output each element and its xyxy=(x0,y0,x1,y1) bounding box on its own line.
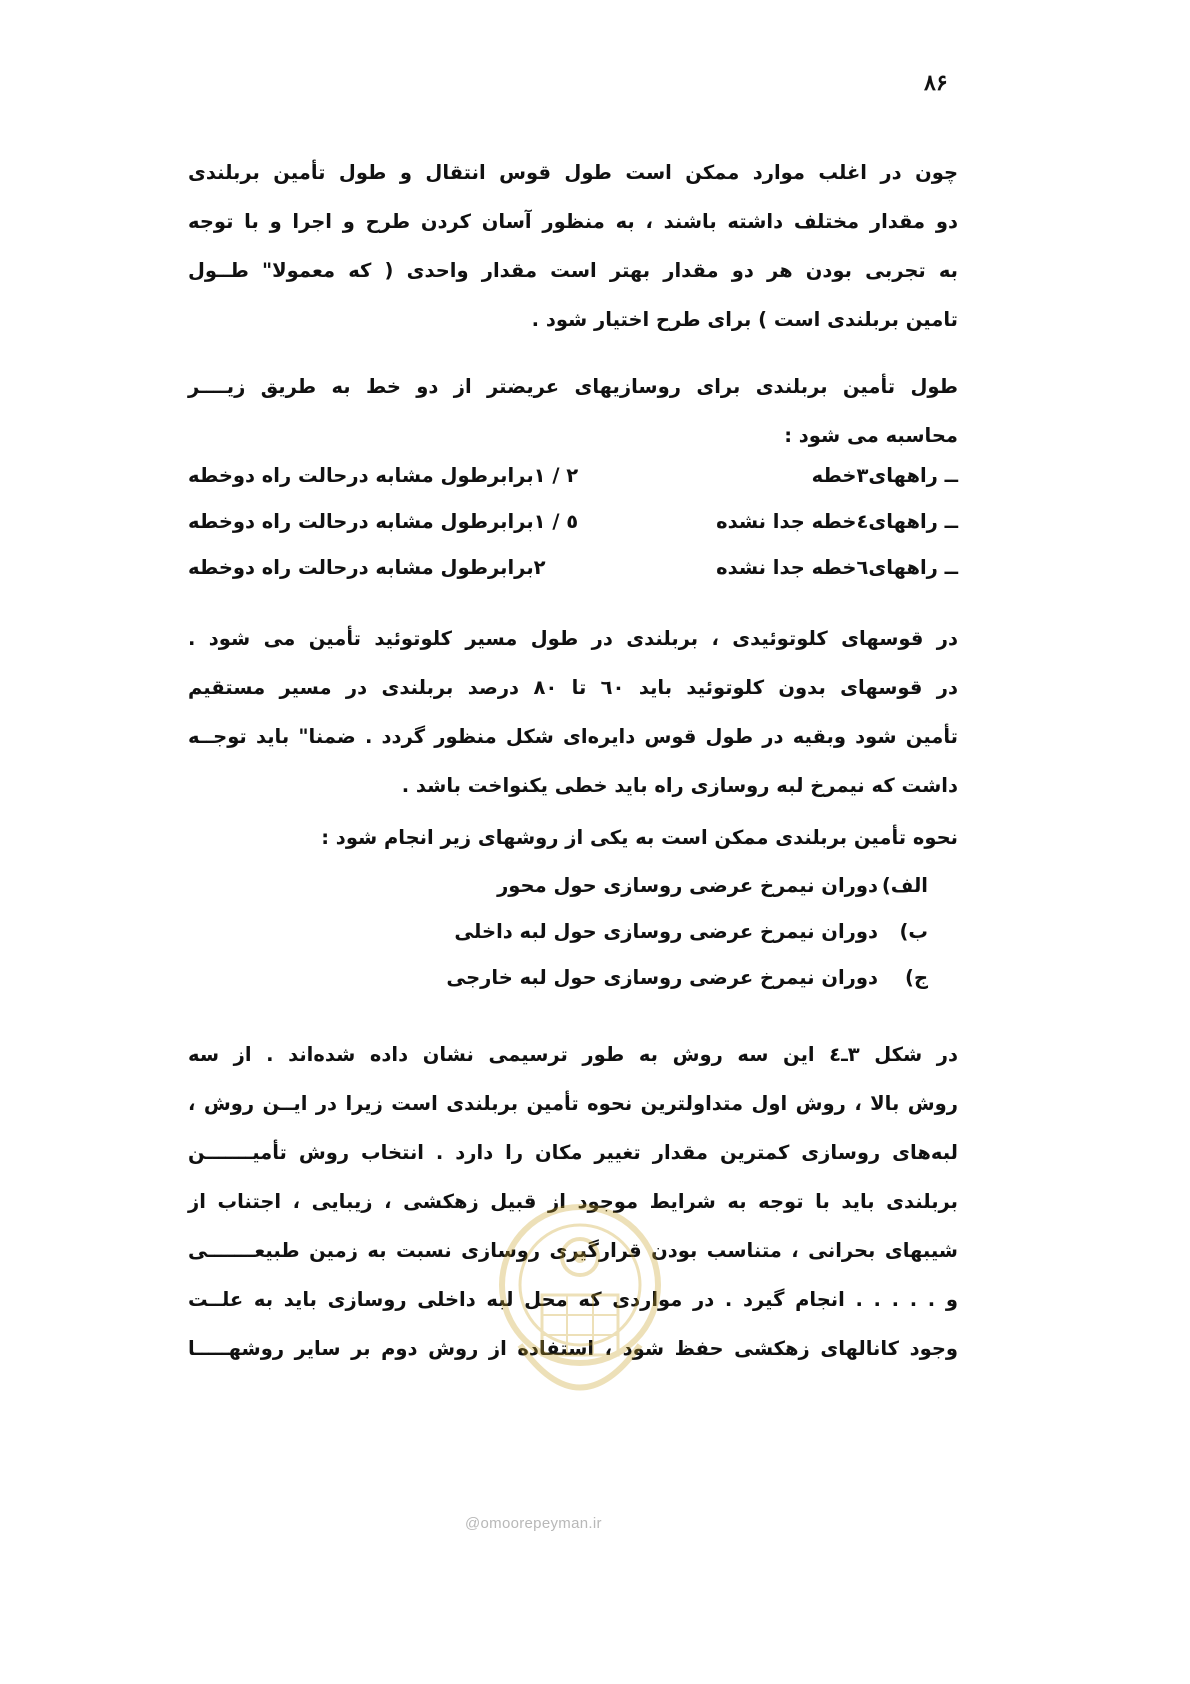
paragraph-line: بربلندی باید با توجه به شرایط موجود از قبیل زهکشی ، زیبایی ، اجتناب از xyxy=(188,1190,958,1213)
list-text: دوران نیمرخ عرضی روسازی حول لبه داخلی xyxy=(454,920,878,943)
calc-row xyxy=(188,510,958,550)
list-item xyxy=(497,874,928,897)
paragraph-1 xyxy=(188,148,958,344)
paragraph-line: لبه‌های روسازی کمترین مقدار تغییر مکان را دارد . انتخاب روش تأمیـــــــن xyxy=(188,1141,958,1164)
paragraph-line: تامین بربلندی است ) برای طرح اختیار شود . xyxy=(531,308,958,331)
page-number: ۸۶ xyxy=(924,70,948,96)
calc-row xyxy=(188,464,958,504)
calc-value: ۲ / ۱برابرطول مشابه درحالت راه دوخطه xyxy=(188,464,579,487)
calc-value: ۲برابرطول مشابه درحالت راه دوخطه xyxy=(188,556,546,579)
paragraph-line: و . . . . . انجام گیرد . در مواردی که محل لبه داخلی روسازی باید به علــت xyxy=(188,1288,958,1311)
list-intro xyxy=(321,826,958,849)
calc-row xyxy=(188,556,958,596)
paragraph-line: به تجربی بودن هر دو مقدار بهتر است مقدار واحدی ( که معمولا" طــول xyxy=(188,259,958,282)
paragraph-line: در شکل ۳ـ٤ این سه روش به طور ترسیمی نشان داده شده‌اند . از سه xyxy=(188,1043,958,1066)
paragraph-line: در قوسهای بدون کلوتوئید باید ٦۰ تا ۸۰ درصد بربلندی در مسیر مستقیم xyxy=(188,676,958,699)
paragraph-line: در قوسهای کلوتوئیدی ، بربلندی در طول مسیر کلوتوئید تأمین می شود . xyxy=(188,627,958,650)
list-intro-text: نحوه تأمین بربلندی ممکن است به یکی از روشهای زیر انجام شود : xyxy=(321,826,958,849)
paragraph-line: شیبهای بحرانی ، متناسب بودن قرارگیری روسازی نسبت به زمین طبیعـــــــی xyxy=(188,1239,958,1262)
paragraph-line: تأمین شود وبقیه در طول قوس دایره‌ای شکل منظور گردد . ضمنا" باید توجــه xyxy=(188,725,958,748)
paragraph-line: چون در اغلب موارد ممکن است طول قوس انتقال و طول تأمین بربلندی xyxy=(188,161,958,184)
list-text: دوران نیمرخ عرضی روسازی حول محور xyxy=(497,874,878,897)
list-marker: الف) xyxy=(881,874,928,897)
list-marker: ب) xyxy=(899,920,928,943)
watermark-logo-icon xyxy=(480,1195,680,1435)
paragraph-line: محاسبه می شود : xyxy=(784,424,958,447)
list-item xyxy=(454,920,928,943)
paragraph-line: روش بالا ، روش اول متداولترین نحوه تأمین بربلندی است زیرا در ایــن روش ، xyxy=(188,1092,958,1115)
paragraph-line: وجود کانالهای زهکشی حفظ شود ، استفاده از روش دوم بر سایر روشهـــــا xyxy=(188,1337,958,1360)
paragraph-line: داشت که نیمرخ لبه روسازی راه باید خطی یکنواخت باشد . xyxy=(401,774,958,797)
list-item xyxy=(446,966,928,989)
calc-value: ٥ / ۱برابرطول مشابه درحالت راه دوخطه xyxy=(188,510,579,533)
watermark-text: @omoorepeyman.ir xyxy=(465,1515,602,1532)
list-marker: ج) xyxy=(905,966,928,989)
calc-label: ــ راههای٦خطه جدا نشده xyxy=(716,556,958,579)
calc-label: ــ راههای۳خطه xyxy=(811,464,958,487)
paragraph-3 xyxy=(188,614,958,810)
paragraph-line: دو مقدار مختلف داشته باشند ، به منظور آسان کردن طرح و اجرا و با توجه xyxy=(188,210,958,233)
paragraph-2 xyxy=(188,362,958,460)
calc-label: ــ راههای٤خطه جدا نشده xyxy=(716,510,958,533)
list-text: دوران نیمرخ عرضی روسازی حول لبه خارجی xyxy=(446,966,878,989)
paragraph-line: طول تأمین بربلندی برای روسازیهای عریضتر از دو خط به طریق زیــــر xyxy=(188,375,958,398)
